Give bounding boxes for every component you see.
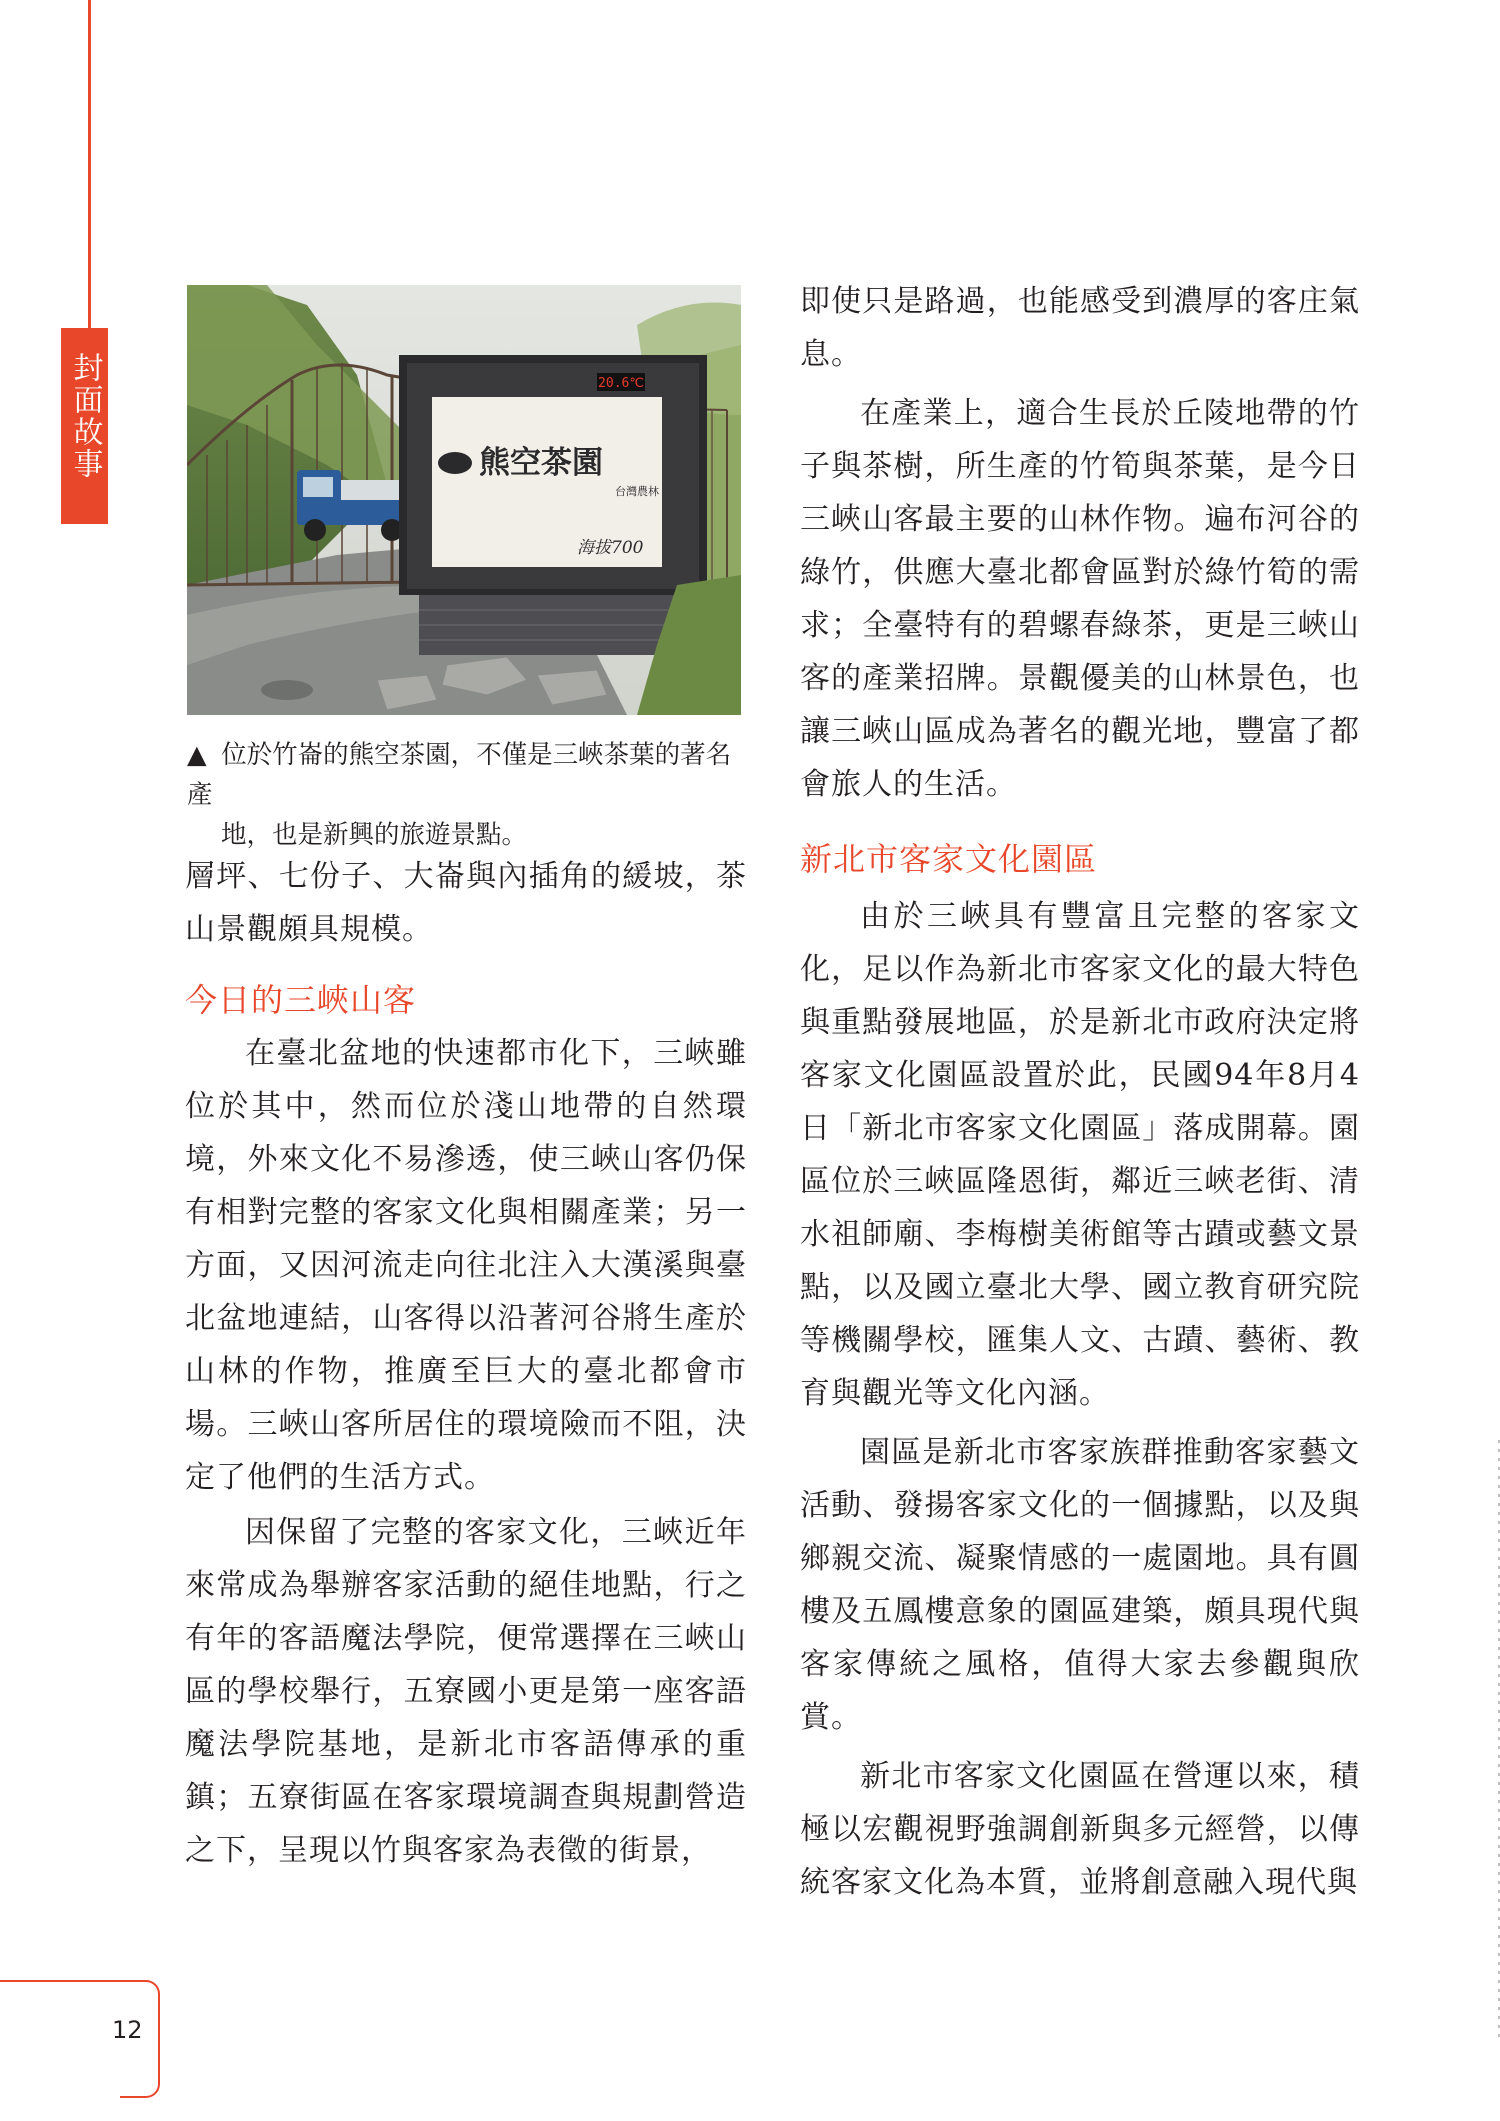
- section-tab-label: 封面故事: [67, 352, 103, 480]
- right-paragraph-5: 新北市客家文化園區在營運以來，積極以宏觀視野強調創新與多元經營，以傳統客家文化為本質，並將創意融入現代與: [800, 1759, 1360, 1900]
- caption-triangle-icon: ▲: [187, 740, 207, 770]
- caption-line-1: 位於竹崙的熊空茶園，不僅是三峽茶葉的著名產: [187, 740, 732, 810]
- page-number: 12: [112, 2016, 143, 2044]
- photo-caption: [187, 735, 747, 855]
- tea-garden-photo: [187, 285, 741, 715]
- sign-title: 熊空茶園: [479, 445, 603, 481]
- sign-temp: 20.6℃: [598, 376, 644, 391]
- right-paragraph-1: 即使只是路過，也能感受到濃厚的客庄氣息。: [800, 284, 1360, 372]
- right-paragraph-2: 在產業上，適合生長於丘陵地帶的竹子與茶樹，所生產的竹筍與茶葉，是今日三峽山客最主要的山林作物。遍布河谷的綠竹，供應大臺北都會區對於綠竹筍的需求；全臺特有的碧螺春綠茶，更是三峽山客的產業招牌。景觀優美的山林景色，也讓三峽山區成為著名的觀光地，豐富了都會旅人的生活。: [800, 396, 1360, 802]
- header-accent-line: [88, 0, 91, 330]
- right-column: [800, 275, 1360, 1909]
- sign-subtext: 台灣農林: [615, 485, 659, 498]
- left-paragraph-3: 因保留了完整的客家文化，三峽近年來常成為舉辦客家活動的絕佳地點，行之有年的客語魔法學院，便常選擇在三峽山區的學校舉行，五寮國小更是第一座客語魔法學院基地，是新北市客語傳承的重鎮；五寮街區在客家環境調查與規劃營造之下，呈現以竹與客家為表徵的街景，: [185, 1515, 747, 1868]
- left-paragraph-2: 在臺北盆地的快速都市化下，三峽雖位於其中，然而位於淺山地帶的自然環境，外來文化不易滲透，使三峽山客仍保有相對完整的客家文化與相關產業；另一方面，又因河流走向往北注入大漢溪與臺北盆地連結，山客得以沿著河谷將生產於山林的作物，推廣至巨大的臺北都會市場。三峽山客所居住的環境險而不阻，決定了他們的生活方式。: [185, 1036, 747, 1495]
- left-paragraph-1: 層坪、七份子、大崙與內插角的緩坡，茶山景觀頗具規模。: [185, 859, 747, 947]
- section-heading-today: 今日的三峽山客: [185, 981, 417, 1019]
- caption-line-2: 地，也是新興的旅遊景點。: [221, 820, 528, 850]
- right-paragraph-3: 由於三峽具有豐富且完整的客家文化，足以作為新北市客家文化的最大特色與重點發展地區，於是新北市政府決定將客家文化園區設置於此，民國94年8月4日「新北市客家文化園區」落成開幕。園區位於三峽區隆恩街，鄰近三峽老街、清水祖師廟、李梅樹美術館等古蹟或藝文景點，以及國立臺北大學、國立教育研究院等機關學校，匯集人文、古蹟、藝術、教育與觀光等文化內涵。: [800, 899, 1360, 1411]
- section-heading-park: 新北市客家文化園區: [800, 840, 1098, 878]
- sign-altitude: 海拔700: [577, 538, 644, 558]
- section-tab: [61, 328, 108, 524]
- right-paragraph-4: 園區是新北市客家族群推動客家藝文活動、發揚客家文化的一個據點，以及與鄉親交流、凝聚情感的一處園地。具有圓樓及五鳳樓意象的園區建築，頗具現代與客家傳統之風格，值得大家去參觀與欣賞。: [800, 1435, 1360, 1735]
- left-column: [185, 850, 747, 1877]
